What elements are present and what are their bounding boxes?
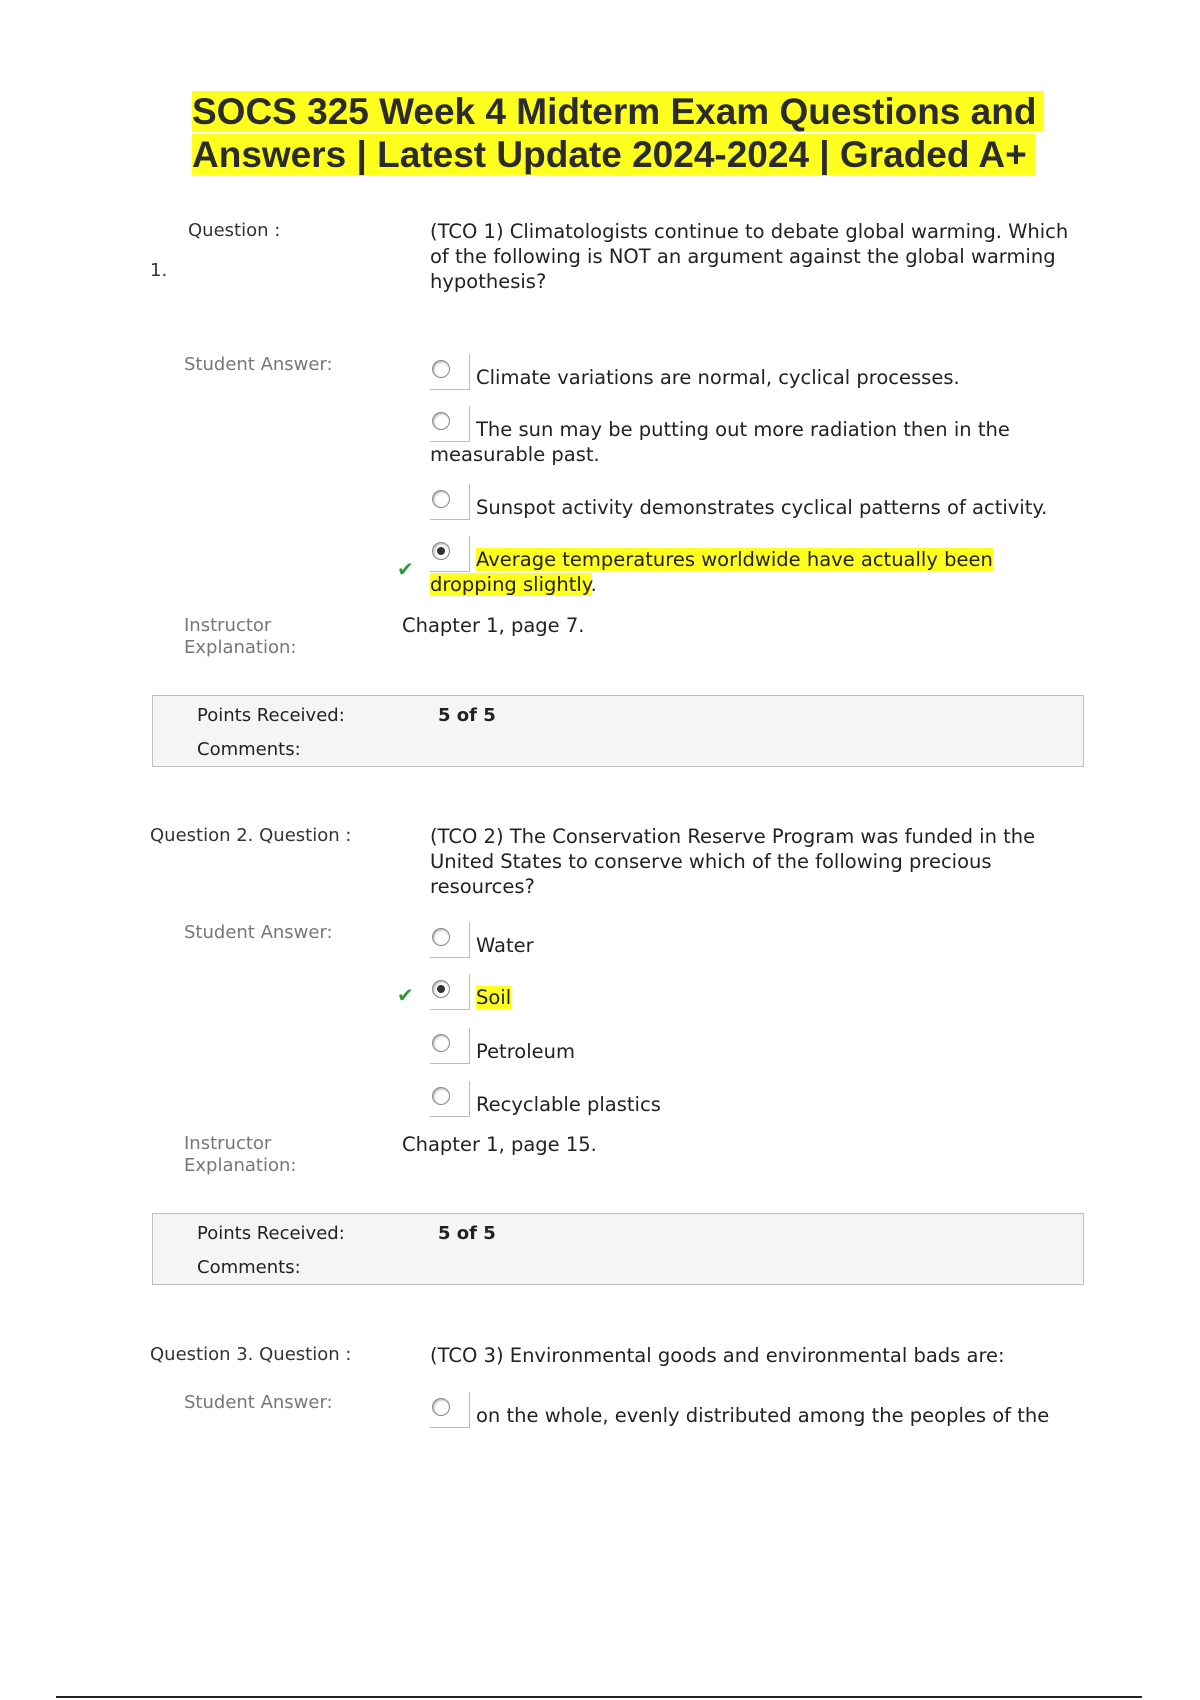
- radio-button-selected[interactable]: [432, 980, 450, 998]
- points-value: 5 of 5: [438, 705, 496, 726]
- radio-button-selected[interactable]: [432, 542, 450, 560]
- title-line-2: Answers | Latest Update 2024-2024 | Graded A+: [192, 134, 1035, 175]
- option-text: Water: [476, 934, 534, 957]
- points-box: [152, 1213, 1084, 1285]
- radio-button[interactable]: [432, 1087, 450, 1105]
- points-box: [152, 695, 1084, 767]
- points-received-label: Points Received:: [197, 1223, 345, 1244]
- explanation-text: Chapter 1, page 7.: [402, 614, 585, 637]
- option-text: The sun may be putting out more radiation then in the measurable past.: [430, 418, 1010, 466]
- student-answer-label: Student Answer:: [184, 1392, 333, 1413]
- answer-option[interactable]: [430, 1028, 1090, 1064]
- radio-button[interactable]: [432, 928, 450, 946]
- answer-option[interactable]: [430, 406, 1090, 467]
- question-label: Question :: [188, 220, 281, 241]
- comments-label: Comments:: [197, 1257, 301, 1278]
- option-text: Recyclable plastics: [476, 1093, 661, 1116]
- option-text: Petroleum: [476, 1040, 575, 1063]
- radio-button[interactable]: [432, 1398, 450, 1416]
- option-text-highlighted: Soil: [476, 986, 512, 1009]
- question-heading: Question 2. Question :: [150, 825, 352, 846]
- check-icon: ✔: [397, 557, 414, 581]
- radio-button[interactable]: [432, 490, 450, 508]
- student-answer-label: Student Answer:: [184, 354, 333, 375]
- option-text: Sunspot activity demonstrates cyclical patterns of activity.: [476, 496, 1048, 519]
- radio-button[interactable]: [432, 1034, 450, 1052]
- option-text-highlighted: Average temperatures worldwide have actually been dropping slightly: [430, 548, 993, 596]
- question-text: (TCO 3) Environmental goods and environmental bads are:: [430, 1344, 1005, 1367]
- radio-button[interactable]: [432, 412, 450, 430]
- points-value: 5 of 5: [438, 1223, 496, 1244]
- question-number: 1.: [150, 260, 168, 281]
- answer-option[interactable]: [430, 1081, 1090, 1117]
- instructor-explanation-label: Instructor Explanation:: [184, 1133, 297, 1176]
- page-bottom-rule: [56, 1696, 1142, 1698]
- question-text: (TCO 2) The Conservation Reserve Program was funded in the United States to conserve which of the following precious resources?: [430, 825, 1036, 898]
- option-text: on the whole, evenly distributed among the peoples of the: [476, 1404, 1050, 1427]
- explanation-text: Chapter 1, page 15.: [402, 1133, 597, 1156]
- answer-option[interactable]: [430, 484, 1090, 520]
- document-title: [192, 90, 1092, 176]
- points-received-label: Points Received:: [197, 705, 345, 726]
- answer-option-selected[interactable]: Average temperatures worldwide have actually been dropping slightly.: [430, 536, 1020, 597]
- student-answer-label: Student Answer:: [184, 922, 333, 943]
- title-line-1: SOCS 325 Week 4 Midterm Exam Questions and: [192, 91, 1044, 132]
- radio-button[interactable]: [432, 360, 450, 378]
- question-text: (TCO 1) Climatologists continue to debate global warming. Which of the following is NOT an argument against the global warming hypothesis?: [430, 220, 1069, 293]
- question-heading: Question 3. Question :: [150, 1344, 352, 1365]
- comments-label: Comments:: [197, 739, 301, 760]
- option-text: Climate variations are normal, cyclical processes.: [476, 366, 960, 389]
- answer-option[interactable]: [430, 354, 1090, 390]
- answer-option[interactable]: [430, 1392, 1090, 1428]
- instructor-explanation-label: Instructor Explanation:: [184, 615, 297, 658]
- answer-option-selected[interactable]: [430, 974, 1090, 1010]
- answer-option[interactable]: [430, 922, 1090, 958]
- check-icon: ✔: [397, 983, 414, 1007]
